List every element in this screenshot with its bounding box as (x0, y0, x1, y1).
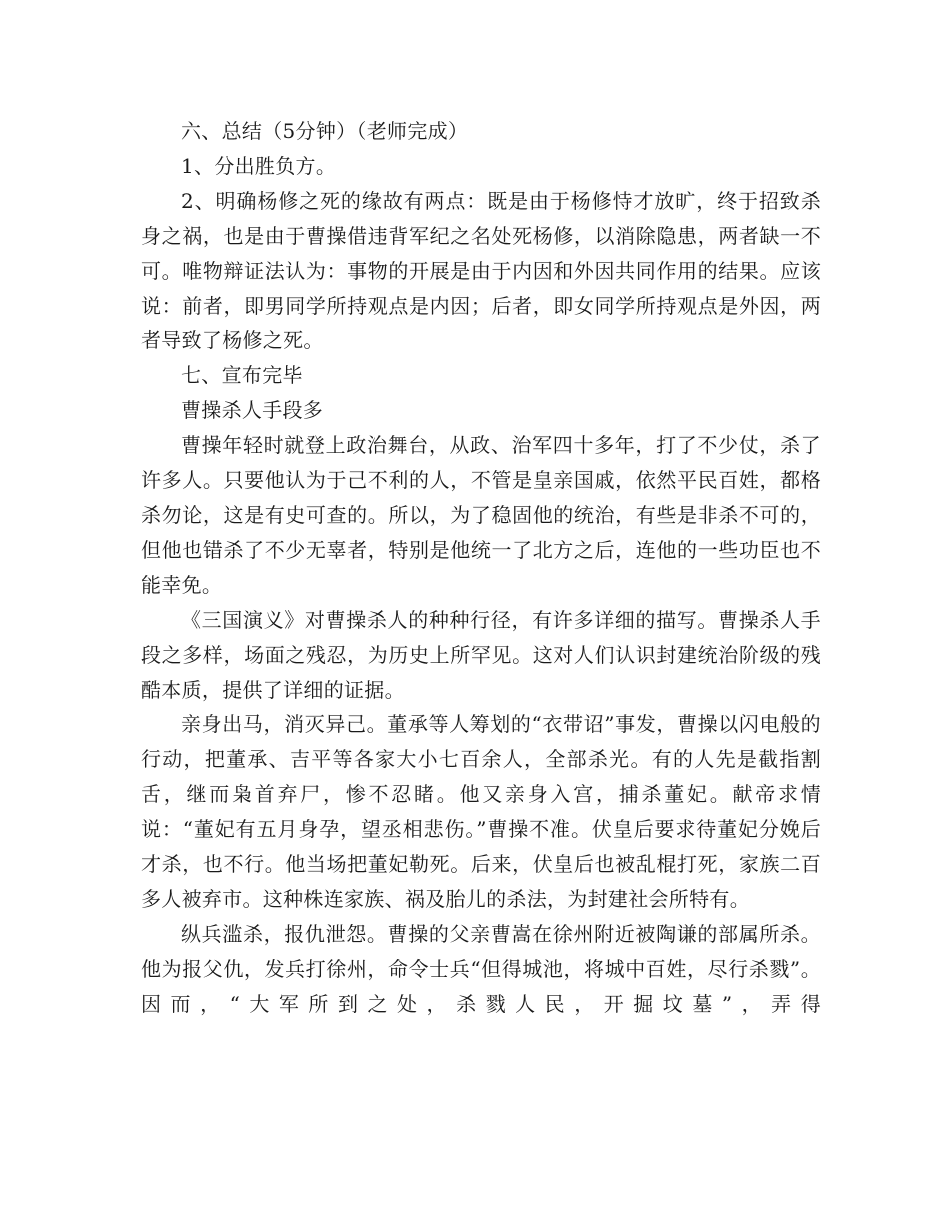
article-paragraph: 《三国演义》对曹操杀人的种种行径，有许多详细的描写。曹操杀人手段之多样，场面之残忍，为历史上所罕见。这对人们认识封建统治阶级的残酷本质，提供了详细的证据。 (141, 607, 821, 702)
summary-point-1: 1、分出胜负方。 (181, 153, 337, 178)
article-paragraph: 亲身出马，消灭异己。董承等人筹划的“衣带诏”事发，曹操以闪电般的行动，把董承、吉平等各家大小七百余人，全部杀光。有的人先是截指割舌，继而枭首弃尸，惨不忍睹。他又亲身入宫，捕杀董妃。献帝求情说：“董妃有五月身孕，望丞相悲伤。”曹操不准。伏皇后要求待董妃分娩后才杀，也不行。他当场把董妃勒死。后来，伏皇后也被乱棍打死，家族二百多人被弃市。这种株连家族、祸及胎儿的杀法，为封建社会所特有。 (141, 712, 821, 911)
article-paragraph: 纵兵滥杀，报仇泄怨。曹操的父亲曹嵩在徐州附近被陶谦的部属所杀。他为报父仇，发兵打徐州，命令士兵“但得城池，将城中百姓，尽行杀戮”。因而，“大军所到之处，杀戮人民，开掘坟墓”，弄得 (141, 921, 821, 1016)
article-paragraph: 曹操年轻时就登上政治舞台，从政、治军四十多年，打了不少仗，杀了许多人。只要他认为于己不利的人，不管是皇亲国戚，依然平民百姓，都格杀勿论，这是有史可查的。所以，为了稳固他的统治，有些是非杀不可的，但他也错杀了不少无辜者，特别是他统一了北方之后，连他的一些功臣也不能幸免。 (141, 433, 821, 597)
section-heading-conclusion: 七、宣布完毕 (181, 363, 303, 388)
document-page (141, 114, 821, 1022)
section-heading-summary: 六、总结（5分钟）（老师完成） (181, 119, 469, 143)
summary-point-2: 2、明确杨修之死的缘故有两点：既是由于杨修恃才放旷，终于招致杀身之祸，也是由于曹操借违背军纪之名处死杨修，以消除隐患，两者缺一不可。唯物辩证法认为：事物的开展是由于内因和外因共同作用的结果。应该说：前者，即男同学所持观点是内因；后者，即女同学所持观点是外因，两者导致了杨修之死。 (141, 188, 821, 353)
article-title: 曹操杀人手段多 (181, 398, 324, 423)
